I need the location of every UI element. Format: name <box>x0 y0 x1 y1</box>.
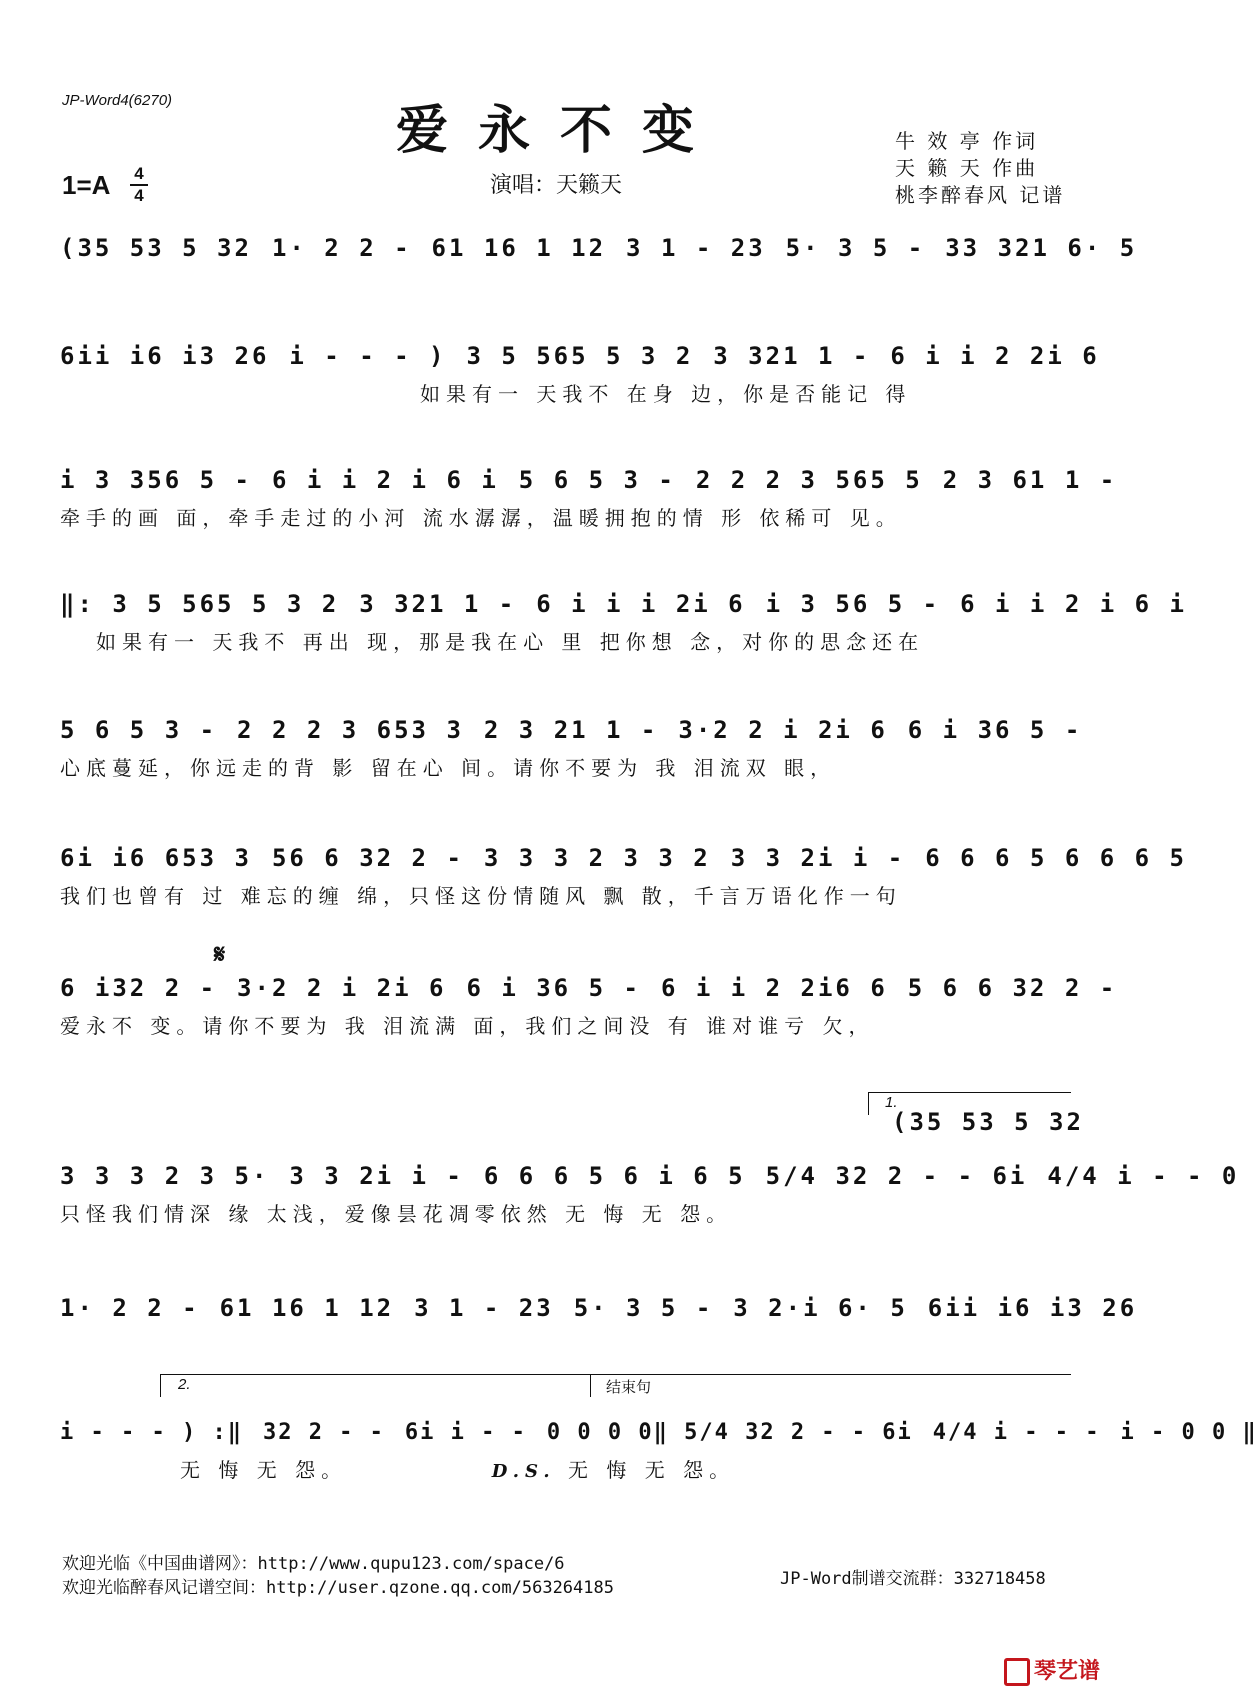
measure: 3 1 - 23 <box>626 234 766 262</box>
measure: i 3 356 5 - <box>60 466 252 494</box>
notes-line <box>60 1288 1138 1328</box>
measure: 5 6 6 32 2 - <box>907 974 1118 1002</box>
watermark-text: 琴艺谱 <box>1033 1659 1100 1684</box>
measure: (35 53 5 32 <box>60 234 252 262</box>
notes-line <box>60 460 1118 500</box>
measure: 3 321 1 - <box>359 590 517 618</box>
measure: 1· 2 2 - <box>60 1294 200 1322</box>
notes-line <box>60 710 1083 750</box>
measure: 33 321 6· 5 <box>945 234 1138 262</box>
measure: 3 3 3 2 3 3 2 <box>483 844 711 872</box>
lyricist-credit: 牛 效 亭 作词 <box>895 129 1039 153</box>
watermark-logo <box>1004 1654 1100 1686</box>
measure: ‖ 5/4 32 2 - - 6i <box>653 1419 913 1445</box>
measure: 6 i 36 5 - <box>466 974 641 1002</box>
lyrics-line <box>60 1454 1070 1483</box>
measure: 2 3 61 1 - <box>942 466 1118 494</box>
measure: 6 i 36 5 - <box>907 716 1083 744</box>
measure: 5· 3 5 - <box>573 1294 714 1322</box>
notes-line <box>60 228 1138 268</box>
segno-sign: 𝄋 <box>214 940 226 970</box>
time-signature-top: 4 <box>134 164 144 183</box>
credits-block <box>895 128 1065 209</box>
measure: 3 2·i 6· 5 <box>733 1294 908 1322</box>
measure: 5 6 5 3 - <box>60 716 218 744</box>
footer-link-2[interactable]: 欢迎光临醉春风记谱空间：http://user.qzone.qq.com/563264185 <box>62 1578 614 1598</box>
measure: 2 2 2 3 565 5 <box>695 466 923 494</box>
volta-1-notes: (35 53 5 32 <box>892 1108 1084 1136</box>
measure: 56 6 32 2 - <box>271 844 464 872</box>
measure: 6ii i6 i3 26 <box>60 342 270 370</box>
notes-line <box>60 968 1118 1008</box>
measure: 3·2 2 i 2i 6 <box>678 716 888 744</box>
measure: 5· 3 5 - <box>785 234 926 262</box>
measure: 3 3 3 2 3 5· <box>60 1162 270 1190</box>
composer-credit: 天 籁 天 作曲 <box>895 156 1039 180</box>
ds-marking: D.S. <box>491 1461 556 1482</box>
measure: i - 0 0 ‖ <box>1120 1419 1258 1445</box>
ending-label: 结束句 <box>606 1379 652 1396</box>
logo-icon <box>1004 1658 1030 1686</box>
measure: 6 i i i 2i 6 <box>536 590 746 618</box>
lyrics-line: 牵手的画 面，牵手走过的小河 流水潺潺，温暖拥抱的情 形 依稀可 见。 <box>60 506 902 530</box>
measure: 6 i i 2 i 6 i <box>271 466 499 494</box>
measure: 1· 2 2 - <box>271 234 412 262</box>
lyrics-line: 心底蔓延，你远走的背 影 留在心 间。请你不要为 我 泪流双 眼， <box>60 756 837 780</box>
notes-line <box>60 1412 1258 1452</box>
measure: 61 16 1 12 <box>219 1294 395 1322</box>
lyrics-line: 只怪我们情深 缘 太浅，爱像昙花凋零依然 无 悔 无 怨。 <box>60 1202 733 1226</box>
notes-line <box>60 336 1100 376</box>
measure: 6ii i6 i3 26 <box>927 1294 1138 1322</box>
measure: ‖: 3 5 565 5 3 2 <box>60 590 340 618</box>
measure: 6 6 6 5 6 6 6 5 <box>925 844 1187 872</box>
measure: 6i i - - <box>404 1419 527 1445</box>
measure: 4/4 i - - - <box>932 1419 1101 1445</box>
lyrics-line: 如果有一 天我不 再出 现，那是我在心 里 把你想 念，对你的思念还在 <box>96 630 925 654</box>
ending-bracket <box>590 1374 1071 1397</box>
volta-2-bracket <box>160 1374 591 1397</box>
measure: 6 i i 2 i 6 i <box>960 590 1187 618</box>
measure: 6 i32 2 - <box>60 974 218 1002</box>
measure: 3 5 565 5 3 2 <box>466 342 694 370</box>
lyrics-line: 如果有一 天我不 在身 边，你是否能记 得 <box>420 382 912 406</box>
measure: 6i i6 653 3 <box>60 844 252 872</box>
lyrics-ending: 无 悔 无 怨。 <box>568 1458 736 1482</box>
lyrics-volta-2: 无 悔 无 怨。 <box>180 1458 348 1482</box>
measure: 3·2 2 i 2i 6 <box>237 974 447 1002</box>
time-signature <box>130 164 148 206</box>
measure: 3 321 1 - <box>713 342 871 370</box>
lyrics-line: 我们也曾有 过 难忘的缠 绵，只怪这份情随风 飘 散，千言万语化作一句 <box>60 884 902 908</box>
measure: 5 6 5 3 - <box>518 466 676 494</box>
measure: 5/4 32 2 - - 6i <box>765 1162 1028 1190</box>
volta-2-label: 2. <box>178 1376 191 1393</box>
volta-1-label: 1. <box>885 1094 898 1111</box>
measure: 6 i i 2 2i6 6 <box>660 974 888 1002</box>
measure: i 3 56 5 - <box>765 590 941 618</box>
footer-group: JP-Word制谱交流群：332718458 <box>780 1569 1046 1589</box>
software-label: JP-Word4(6270) <box>62 92 173 109</box>
footer-links <box>62 1552 614 1600</box>
measure: 6 6 6 5 6 i 6 5 <box>483 1162 746 1190</box>
measure: i - - - ) :‖ <box>60 1419 243 1445</box>
measure: 32 2 - - <box>262 1419 385 1445</box>
measure: 4/4 i - - 0 <box>1047 1162 1240 1190</box>
singer-label: 演唱：天籁天 <box>490 173 623 198</box>
measure: i - - - ) <box>289 342 447 370</box>
song-title: 爱永不变 <box>395 100 724 161</box>
measure: 2 3 21 1 - <box>483 716 659 744</box>
measure: 6 i i 2 2i 6 <box>890 342 1100 370</box>
transcriber-credit: 桃李醉春风 记谱 <box>895 183 1066 207</box>
key-signature: 1=A <box>62 170 111 200</box>
measure: 3 3 2i i - <box>289 1162 464 1190</box>
measure: 2 2 2 3 653 3 <box>237 716 464 744</box>
notes-line <box>60 584 1187 624</box>
lyrics-line: 爱永不 变。请你不要为 我 泪流满 面，我们之间没 有 谁对谁亏 欠， <box>60 1014 875 1038</box>
measure: 61 16 1 12 <box>431 234 607 262</box>
measure: 3 3 2i i - <box>730 844 906 872</box>
notes-line <box>60 838 1187 878</box>
notes-line <box>60 1156 1240 1196</box>
measure: 0 0 0 0 <box>546 1419 654 1445</box>
footer-link-1[interactable]: 欢迎光临《中国曲谱网》：http://www.qupu123.com/space/6 <box>62 1554 565 1574</box>
measure: 3 1 - 23 <box>414 1294 554 1322</box>
time-signature-bottom: 4 <box>130 184 148 206</box>
